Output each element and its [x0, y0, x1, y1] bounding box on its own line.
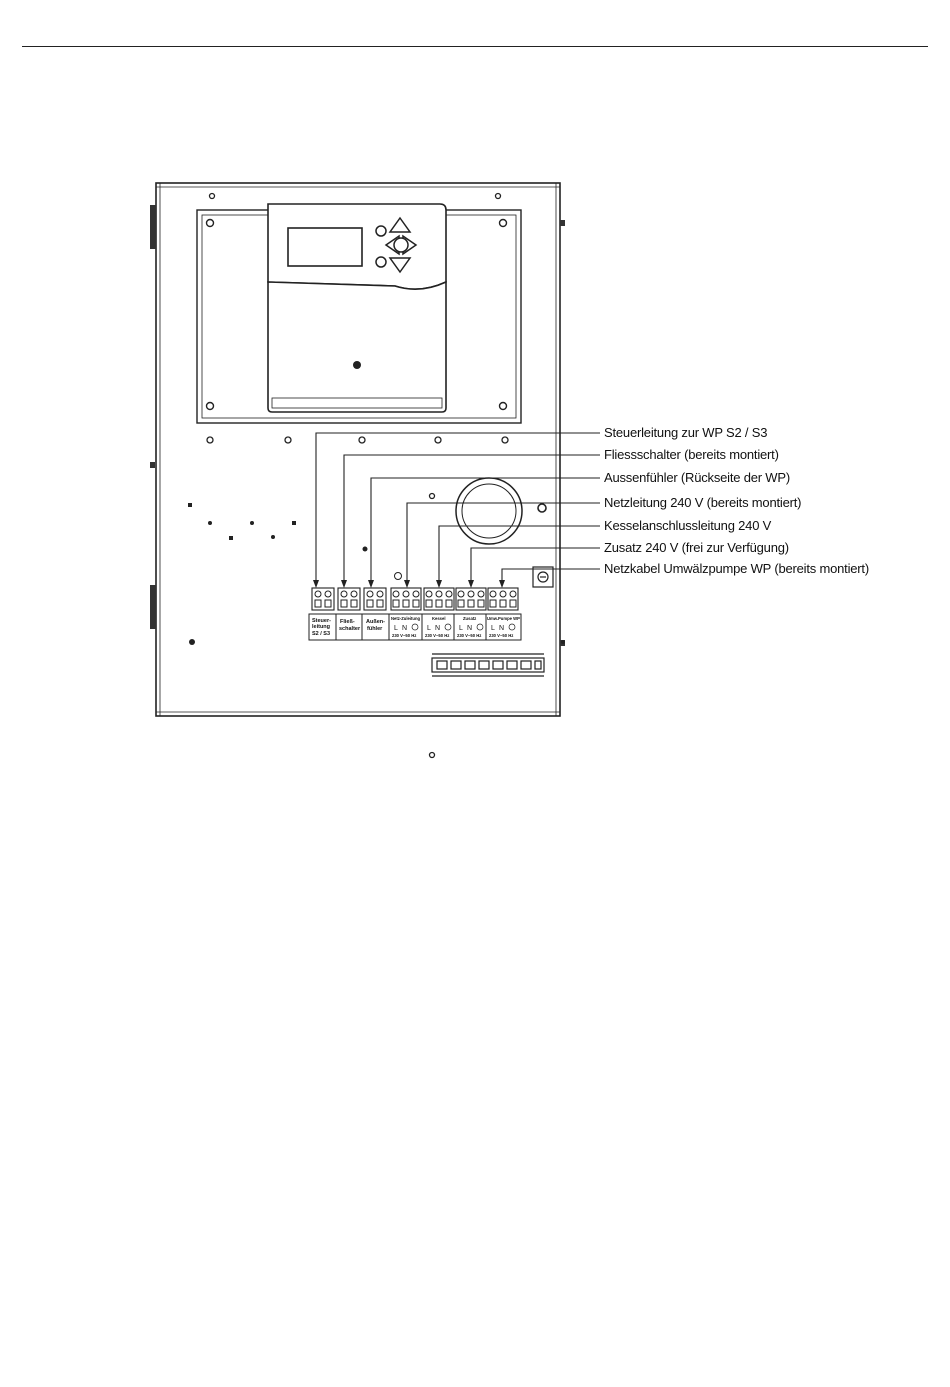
label-spec-4: 230 V~50 Hz: [489, 633, 514, 638]
lower-terminal-rail: [432, 654, 544, 676]
label-L-3: L: [459, 625, 463, 632]
label-L-2: L: [427, 625, 431, 632]
label-L-1: L: [394, 625, 398, 632]
controller-display: [288, 228, 362, 266]
label-N-2: N: [435, 625, 441, 632]
label-netz: Netz-Zuleitung: [391, 616, 421, 621]
label-N-4: N: [499, 625, 505, 632]
gland-screw: [538, 504, 546, 512]
small-ring: [395, 573, 402, 580]
label-aussen-1: Außen-: [366, 619, 385, 625]
callout-kesselanschluss: Kesselanschlussleitung 240 V: [604, 518, 772, 533]
label-kessel: Kessel: [432, 616, 446, 621]
label-spec-1: 230 V~50 Hz: [392, 633, 417, 638]
callout-fliessschalter: Fliessschalter (bereits montiert): [604, 447, 779, 462]
earth-terminal: [533, 567, 553, 587]
callout-netzleitung: Netzleitung 240 V (bereits montiert): [604, 495, 802, 510]
label-N-3: N: [467, 625, 473, 632]
label-umwaelz: Umw.Pumpe WP: [487, 616, 520, 621]
controller-lock: [353, 361, 361, 369]
label-L-4: L: [491, 625, 495, 632]
label-zusatz: Zusatz: [463, 616, 477, 621]
label-fliess-2: schalter: [339, 626, 361, 632]
callout-steuerleitung: Steuerleitung zur WP S2 / S3: [604, 425, 768, 440]
label-aussen-2: fühler: [367, 626, 383, 632]
cable-gland: [456, 478, 522, 544]
callout-netzkabel: Netzkabel Umwälzpumpe WP (bereits montiert): [604, 561, 869, 576]
callout-zusatz: Zusatz 240 V (frei zur Verfügung): [604, 540, 789, 555]
label-spec-3: 230 V~50 Hz: [457, 633, 482, 638]
label-steuer-3: S2 / S3: [312, 631, 331, 637]
leader-arrowheads: [313, 580, 505, 588]
label-fliess-1: Fließ-: [340, 619, 355, 625]
label-N-1: N: [402, 625, 408, 632]
label-spec-2: 230 V~50 Hz: [425, 633, 450, 638]
leader-lines: [316, 433, 600, 584]
label-steuer-2: leitung: [312, 624, 331, 630]
label-steuer-1: Steuer-: [312, 618, 331, 624]
callout-aussenfuehler: Aussenfühler (Rückseite der WP): [604, 470, 790, 485]
